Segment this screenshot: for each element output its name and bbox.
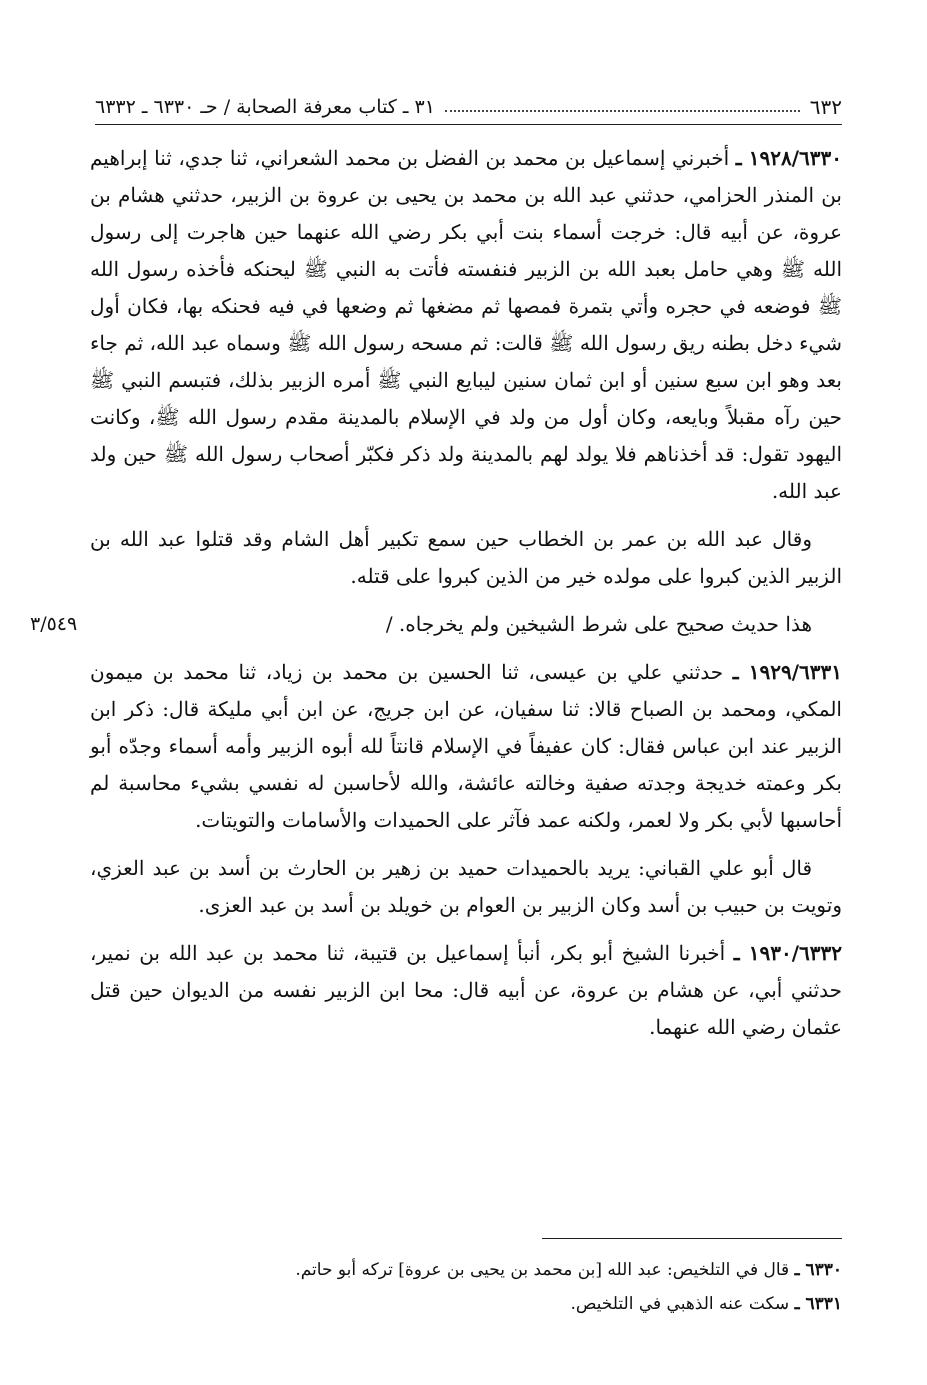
hadith-6330 [90,140,842,510]
paragraph-text: هذا حديث صحيح على شرط الشيخين ولم يخرجاه. / [385,612,812,636]
footnote-6331 [90,1287,842,1321]
commentary-qabbani [90,850,842,924]
grading-statement [30,606,842,643]
hadith-number: ١٩٢٩/٦٣٣١ ـ [732,660,842,684]
hadith-number: ١٩٣٠/٦٣٣٢ ـ [733,941,843,965]
paragraph-text: وقال عبد الله بن عمر بن الخطاب حين سمع تكبير أهل الشام وقد قتلوا عبد الله بن الزبير الذين كبروا على مولده خير من الذين كبروا على قتله. [90,527,842,588]
hadith-6332 [90,935,842,1046]
hadith-6331 [90,654,842,839]
hadith-text: أخبرنا الشيخ أبو بكر، أنبأ إسماعيل بن قتيبة، ثنا محمد بن عبد الله بن نمير، حدثني أبي، عن هشام بن عروة، عن أبيه قال: محا ابن الزبير نفسه من الديوان حين قتل عثمان رضي الله عنهما. [90,941,842,1039]
header-leader-dots [445,110,800,112]
paragraph-text: قال أبو علي القباني: يريد بالحميدات حميد بن زهير بن الحارث بن أسد بن عبد العزي، وتويت بن حبيب بن أسد وكان الزبير بن العوام بن خويلد بن أسد بن عبد العزى. [90,856,842,917]
running-title: ٣١ ـ كتاب معرفة الصحابة / حـ ٦٣٣٠ ـ ٦٣٣٢ [95,96,435,118]
footnote-6330 [90,1253,842,1287]
page-number: ٦٣٢ [809,95,842,119]
footnote-number: ٦٣٣١ ـ [794,1294,842,1314]
footnote-text: سكت عنه الذهبي في التلخيص. [570,1294,790,1314]
hadith-text: حدثني علي بن عيسى، ثنا الحسين بن محمد بن زياد، ثنا محمد بن ميمون المكي، ومحمد بن الصباح قالا: ثنا سفيان، عن ابن جريج، عن ابن أبي مليكة قال: ذكر ابن الزبير عند ابن عباس فقال: كان عفيفاً في الإسلام قانتاً لله أبوه الزبير وأمه أسماء وجدّه أبو بكر وعمته خديجة وجدته صفية وخالته عائشة، والله لأحاسبن له نفسي بشيء محاسبة لم أحاسبها لأبي بكر ولا لعمر، ولكنه عمد فآثر على الحميدات والأسامات والتويتات. [90,660,842,832]
hadith-text: أخبرني إسماعيل بن محمد بن الفضل بن محمد الشعراني، ثنا جدي، ثنا إبراهيم بن المنذر الحزامي، حدثني عبد الله بن محمد بن يحيى بن عروة بن الزبير، حدثني هشام بن عروة، عن أبيه قال: خرجت أسماء بنت أبي بكر رضي الله عنهما حين هاجرت إلى رسول الله ﷺ وهي حامل بعبد الله بن الزبير فنفسته فأتت به النبي ﷺ ليحنكه فأخذه رسول الله ﷺ فوضعه في حجره وأتي بتمرة فمصها ثم مضغها ثم وضعها في فيه فحنكه بها، فكان أول شيء دخل بطنه ريق رسول الله ﷺ قالت: ثم مسحه رسول الله ﷺ وسماه عبد الله، ثم جاء بعد وهو ابن سبع سنين أو ابن ثمان سنين ليبايع النبي ﷺ أمره الزبير بذلك، فتبسم النبي ﷺ حين رآه مقبلاً وبايعه، وكان أول من ولد في الإسلام بالمدينة مقدم رسول الله ﷺ، وكانت اليهود تقول: قد أخذناهم فلا يولد لهم بالمدينة ولد ذكر فكبّر أصحاب رسول الله ﷺ حين ولد عبد الله. [90,146,843,503]
footnotes [90,1253,842,1321]
footnote-number: ٦٣٣٠ ـ [794,1260,842,1280]
margin-reference: ٣/٥٤٩ [30,613,78,635]
main-text [30,140,843,1046]
running-header [95,90,842,125]
footnote-separator [542,1238,842,1239]
hadith-number: ١٩٢٨/٦٣٣٠ ـ [735,146,843,170]
footnote-text: قال في التلخيص: عبد الله [بن محمد بن يحيى بن عروة] تركه أبو حاتم. [295,1260,790,1280]
commentary-ibn-umar [90,521,842,595]
